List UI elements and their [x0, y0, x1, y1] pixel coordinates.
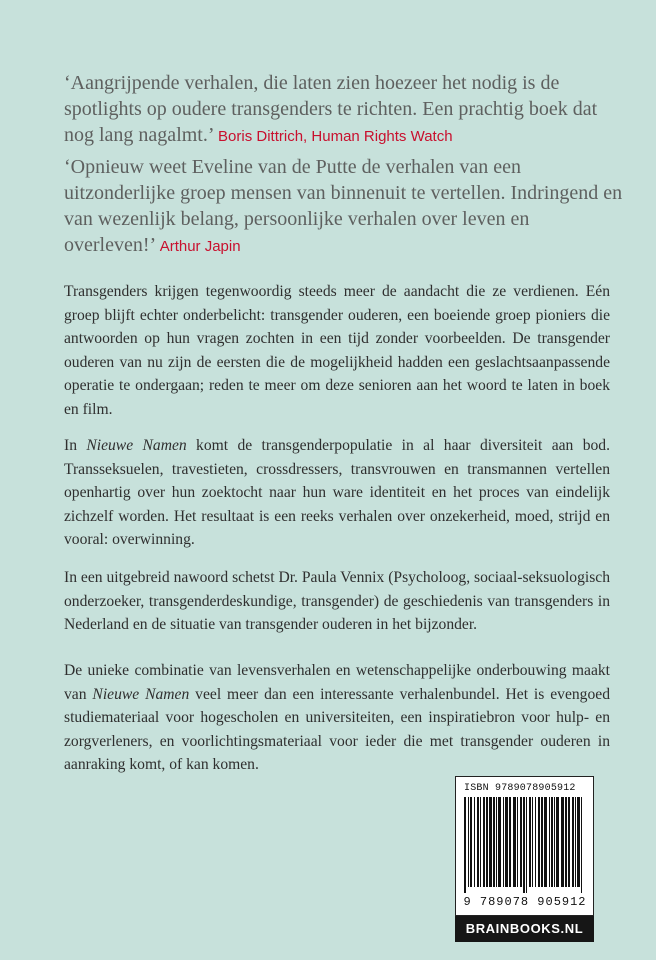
barcode-bar	[520, 797, 522, 887]
barcode-bar	[526, 797, 527, 893]
barcode-bar	[541, 797, 543, 887]
paragraph-text: In	[64, 437, 87, 454]
barcode-bar	[549, 797, 550, 887]
barcode-bar	[544, 797, 547, 887]
barcode-bar	[572, 797, 574, 887]
barcode-bar	[496, 797, 497, 887]
barcode-bar	[556, 797, 559, 887]
barcode-bar	[538, 797, 540, 887]
barcode-icon	[462, 797, 588, 893]
barcode-bar	[509, 797, 511, 887]
isbn-label: ISBN 9789078905912	[464, 783, 576, 794]
barcode-bar	[493, 797, 495, 887]
barcode-bar	[477, 797, 479, 887]
book-title: Nieuwe Namen	[86, 437, 187, 454]
paragraph-text: komt de transgenderpopulatie in al haar diversiteit aan bod. Transseksuelen, travestieten, crossdressers, transvrouwen en transmannen vertellen openhartig over hun zoektocht naar hun ware identiteit en het proces van eindelijk zichzelf worden. Het resultaat is een reeks verhalen over onzekerheid, moed, strijd en vooral: overwinning.	[64, 437, 610, 549]
barcode-bar	[464, 797, 466, 893]
barcode-bar	[577, 797, 580, 887]
body-paragraph-1: Transgenders krijgen tegenwoordig steeds meer de aandacht die ze verdienen. Eén groep blijft echter onderbelicht: transgender ouderen, een boeiende groep pioniers die antwoorden op hun vragen zochten in een tijd zonder voorbeelden. De transgender ouderen van nu zijn de eersten die de mogelijkheid hadden een geslachtsaanpassende operatie te ondergaan; reden te meer om deze senioren aan het woord te laten in boek en film.	[64, 283, 610, 418]
barcode-bar	[554, 797, 555, 887]
barcode-bar	[551, 797, 553, 887]
barcode-bar	[480, 797, 481, 887]
quote-attribution: Arthur Japin	[159, 238, 241, 255]
barcode-bar	[561, 797, 564, 887]
quote-attribution: Boris Dittrich, Human Rights Watch	[218, 128, 453, 145]
quote-text: ‘Opnieuw weet Eveline van de Putte de verhalen van een uitzonderlijke groep mensen van binnenuit te vertellen. Indringend en van wezenlijk belang, persoonlijke verhalen over leven en overleven!’	[64, 156, 623, 256]
barcode-bar	[568, 797, 570, 887]
barcode-bar	[535, 797, 536, 887]
barcode-bar	[468, 797, 469, 887]
barcode-bar	[532, 797, 533, 887]
barcode-bar	[498, 797, 501, 887]
publisher-label: BRAINBOOKS.NL	[455, 916, 594, 942]
barcode-bar	[474, 797, 475, 887]
barcode-bar	[505, 797, 508, 887]
review-quote-2	[64, 154, 624, 260]
barcode-bar	[483, 797, 485, 887]
barcode-bar	[470, 797, 472, 887]
barcode-digits: 9 789078 905912	[463, 895, 587, 909]
body-paragraph-3: In een uitgebreid nawoord schetst Dr. Paula Vennix (Psycholoog, sociaal-seksuologisch onderzoeker, transgenderdeskundige, transgender) de geschiedenis van transgenders in Nederland en de situatie van transgender ouderen in het bijzonder.	[64, 569, 610, 634]
barcode-bar	[486, 797, 488, 887]
body-paragraph-2	[64, 434, 610, 552]
book-title: Nieuwe Namen	[92, 685, 190, 703]
isbn-barcode	[455, 776, 594, 916]
barcode-bar	[523, 797, 525, 893]
barcode-bar	[489, 797, 492, 887]
barcode-bar	[513, 797, 516, 887]
paragraph-text: veel meer dan een interessante verhalenbundel. Het is evengoed studiemateriaal voor hogescholen en universiteiten, een inspiratiebron voor hulp- en zorgverleners, en voorlichtingsmateriaal voor ieder die met transgender ouderen in aanraking komt, of kan komen.	[64, 685, 610, 774]
review-quote-1	[64, 70, 624, 150]
barcode-bar	[529, 797, 531, 887]
body-paragraph-4	[64, 659, 610, 777]
quote-text: ‘Aangrijpende verhalen, die laten zien hoezeer het nodig is de spotlights op oudere transgenders te richten. Een prachtig boek dat nog lang nagalmt.’	[64, 72, 598, 146]
barcode-bar	[503, 797, 504, 887]
barcode-bar	[575, 797, 576, 887]
barcode-bar	[565, 797, 567, 887]
barcode-bar	[581, 797, 582, 893]
barcode-bar	[517, 797, 518, 887]
paragraph-text: De unieke combinatie van levensverhalen en wetenschappelijke onderbouwing maakt van	[64, 662, 610, 703]
